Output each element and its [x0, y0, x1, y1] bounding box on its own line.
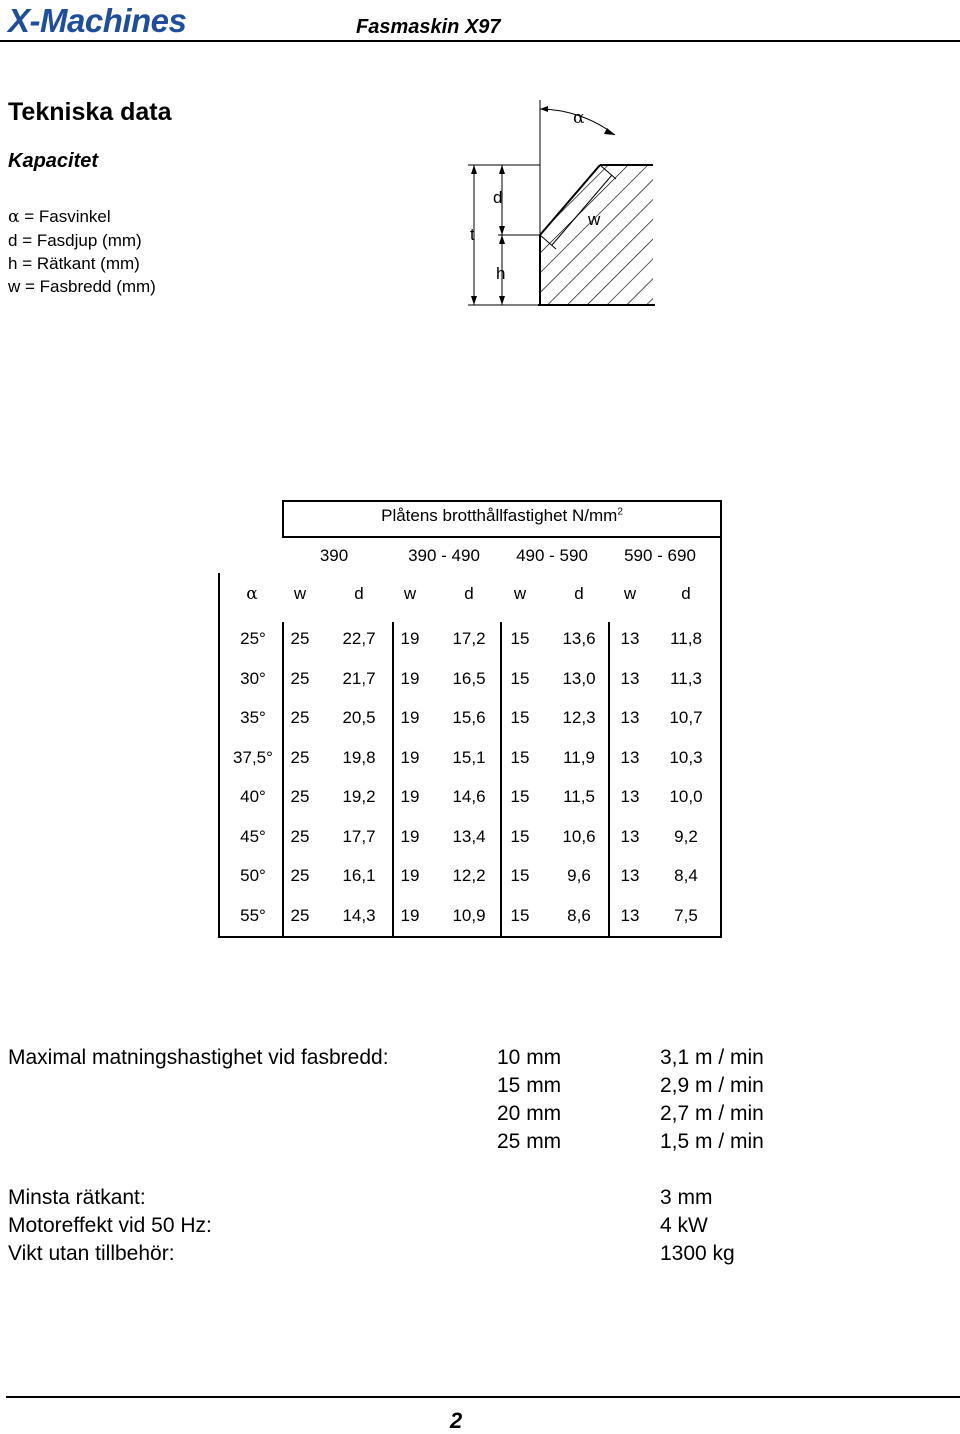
- table-cell: 10,7: [669, 708, 703, 727]
- table-cell: 19,8: [342, 748, 376, 767]
- table-cell: 40°: [240, 787, 266, 806]
- table-cell: 25: [290, 629, 310, 648]
- table-cell: 11,5: [563, 787, 595, 806]
- table-cell: 10,9: [452, 906, 486, 925]
- table-cell: 7,5: [674, 906, 698, 925]
- table-cell: 13: [620, 629, 640, 648]
- page-number: 2: [450, 1408, 463, 1433]
- column-header-alpha: α: [246, 584, 258, 604]
- spec-value: 3 mm: [660, 1186, 713, 1209]
- table-cell: 15,1: [452, 748, 486, 767]
- column-header: d: [574, 584, 584, 603]
- table-cell: 10,6: [562, 827, 596, 846]
- table-rule: [608, 622, 610, 938]
- table-cell: 25°: [240, 629, 266, 648]
- table-cell: 15: [510, 669, 530, 688]
- table-cell: 19,2: [342, 787, 376, 806]
- table-cell: 13: [620, 669, 640, 688]
- table-cell: 8,6: [567, 906, 591, 925]
- table-cell: 17,2: [452, 629, 486, 648]
- feed-speed-label: Maximal matningshastighet vid fasbredd:: [8, 1046, 389, 1069]
- w-label: w: [588, 210, 601, 229]
- table-cell: 13: [620, 866, 640, 885]
- table-cell: 10,0: [669, 787, 703, 806]
- legend-item-h: h = Rätkant (mm): [8, 254, 140, 273]
- legend-item-alpha: α = Fasvinkel: [8, 207, 111, 227]
- table-cell: 19: [400, 669, 420, 688]
- table-cell: 19: [400, 866, 420, 885]
- table-cell: 19: [400, 787, 420, 806]
- table-cell: 9,6: [567, 866, 591, 885]
- table-cell: 19: [400, 906, 420, 925]
- feed-speed: 1,5 m / min: [660, 1130, 764, 1153]
- table-cell: 25: [290, 708, 310, 727]
- table-cell: 22,7: [342, 629, 376, 648]
- table-cell: 11,8: [670, 629, 702, 648]
- table-cell: 19: [400, 629, 420, 648]
- column-header: w: [403, 584, 417, 603]
- table-border-top: [282, 500, 722, 502]
- column-header: w: [293, 584, 307, 603]
- table-cell: 15: [510, 827, 530, 846]
- table-cell: 15,6: [452, 708, 486, 727]
- spec-label: Vikt utan tillbehör:: [8, 1242, 175, 1265]
- group-header: 490 - 590: [516, 546, 588, 565]
- table-cell: 16,5: [452, 669, 486, 688]
- table-rule: [282, 536, 722, 538]
- table-caption: Plåtens brotthållfastighet $N/mm^2$: [381, 506, 623, 525]
- column-header: d: [464, 584, 474, 603]
- table-cell: 14,6: [452, 787, 486, 806]
- table-cell: 14,3: [342, 906, 376, 925]
- table-cell: 13: [620, 708, 640, 727]
- t-label: t: [470, 225, 475, 244]
- table-cell: 12,2: [452, 866, 486, 885]
- table-border-left: [218, 573, 220, 938]
- spec-label: Motoreffekt vid 50 Hz:: [8, 1214, 212, 1237]
- table-cell: 25: [290, 669, 310, 688]
- table-cell: 20,5: [342, 708, 376, 727]
- table-cell: 17,7: [342, 827, 376, 846]
- table-cell: 13: [620, 906, 640, 925]
- table-rule: [282, 500, 284, 538]
- table-cell: 11,3: [670, 669, 702, 688]
- table-cell: 16,1: [342, 866, 376, 885]
- page-title: Tekniska data: [8, 98, 172, 126]
- table-border-right: [720, 500, 722, 938]
- section-title: Kapacitet: [8, 150, 99, 172]
- table-cell: 12,3: [562, 708, 596, 727]
- table-cell: 25: [290, 787, 310, 806]
- table-cell: 25: [290, 866, 310, 885]
- feed-speed: 2,7 m / min: [660, 1102, 764, 1125]
- table-cell: 19: [400, 748, 420, 767]
- table-cell: 13,0: [562, 669, 596, 688]
- table-cell: 15: [510, 866, 530, 885]
- feed-width: 25 mm: [497, 1130, 562, 1153]
- table-cell: 9,2: [674, 827, 698, 846]
- spec-value: 1300 kg: [660, 1242, 735, 1265]
- table-cell: 50°: [240, 866, 266, 885]
- table-cell: 13: [620, 748, 640, 767]
- brand-logo: X-Machines: [8, 2, 187, 39]
- table-cell: 25: [290, 748, 310, 767]
- group-header: 390: [319, 546, 349, 565]
- column-header: d: [681, 584, 691, 603]
- table-cell: 15: [510, 906, 530, 925]
- table-cell: 25: [290, 906, 310, 925]
- group-header: 390 - 490: [408, 546, 480, 565]
- table-cell: 21,7: [342, 669, 376, 688]
- spec-label: Minsta rätkant:: [8, 1186, 146, 1209]
- d-label: d: [493, 188, 503, 207]
- table-cell: 30°: [240, 669, 266, 688]
- table-cell: 45°: [240, 827, 266, 846]
- table-cell: 37,5°: [233, 748, 273, 767]
- table-cell: 15: [510, 629, 530, 648]
- table-rule: [392, 622, 394, 938]
- group-header: 590 - 690: [624, 546, 696, 565]
- table-cell: 19: [400, 708, 420, 727]
- table-cell: 55°: [240, 906, 266, 925]
- feed-width: 10 mm: [497, 1046, 562, 1069]
- table-cell: 8,4: [674, 866, 698, 885]
- feed-speed: 3,1 m / min: [660, 1046, 764, 1069]
- feed-width: 20 mm: [497, 1102, 562, 1125]
- table-border-bottom: [218, 936, 722, 938]
- feed-width: 15 mm: [497, 1074, 562, 1097]
- table-rule: [500, 622, 502, 938]
- column-header: d: [354, 584, 364, 603]
- table-cell: 10,3: [669, 748, 703, 767]
- column-header: w: [623, 584, 637, 603]
- table-cell: 11,9: [563, 748, 595, 767]
- feed-speed: 2,9 m / min: [660, 1074, 764, 1097]
- table-cell: 15: [510, 708, 530, 727]
- table-cell: 25: [290, 827, 310, 846]
- h-label: h: [496, 264, 506, 283]
- table-cell: 35°: [240, 708, 266, 727]
- table-cell: 15: [510, 748, 530, 767]
- table-cell: 13: [620, 827, 640, 846]
- table-cell: 15: [510, 787, 530, 806]
- table-cell: 13,6: [562, 629, 596, 648]
- table-rule: [282, 622, 284, 938]
- table-cell: 19: [400, 827, 420, 846]
- legend-item-w: w = Fasbredd (mm): [8, 277, 156, 296]
- spec-value: 4 kW: [660, 1214, 708, 1237]
- table-cell: 13: [620, 787, 640, 806]
- column-header: w: [513, 584, 527, 603]
- table-cell: 13,4: [452, 827, 486, 846]
- model-name: Fasmaskin X97: [356, 16, 501, 38]
- footer-rule: [6, 1396, 960, 1398]
- legend-item-d: d = Fasdjup (mm): [8, 231, 142, 250]
- alpha-label: α: [573, 108, 585, 128]
